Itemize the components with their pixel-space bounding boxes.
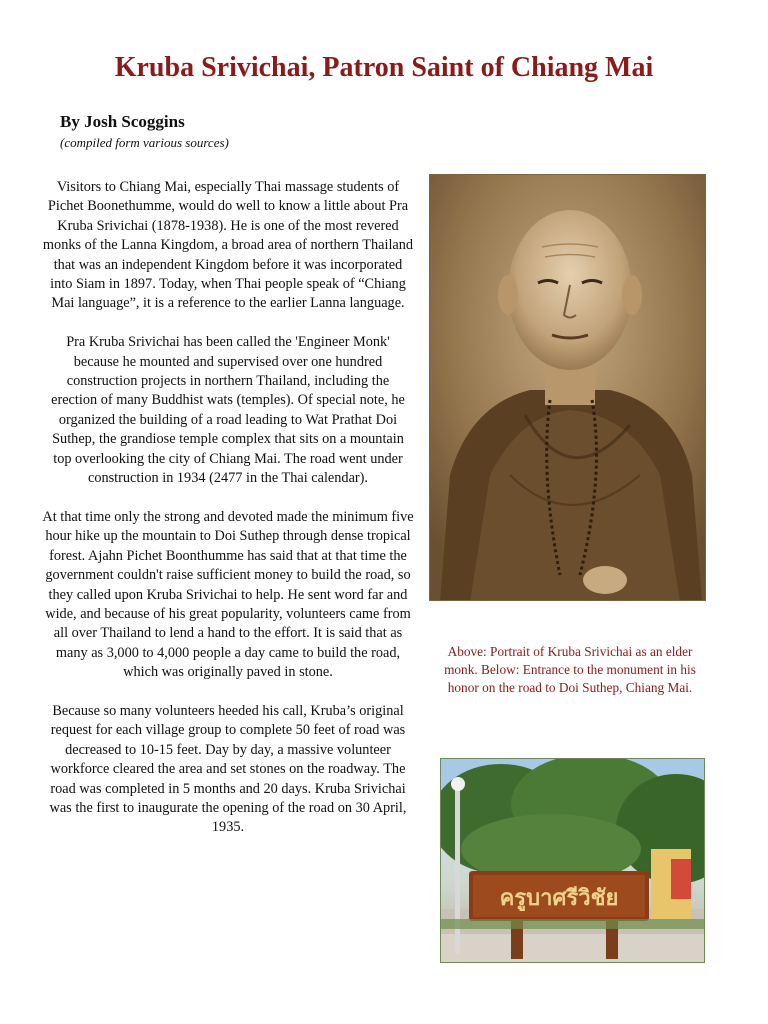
article-body [42,178,414,857]
compiled-note: (compiled form various sources) [60,135,229,150]
paragraph-engineer-monk: Pra Kruba Srivichai has been called the 'Engineer Monk' because he mounted and supervised over one hundred construction projects in northern Thailand, including the erection of many Buddhist wats (temples). Of special note, he organized the building of a road leading to Wat Prathat Doi Suthep, the grandiose temple complex that sits on a mountain top overlooking the city of Chiang Mai. The road went under construction in 1934 (2477 in the Thai calendar). [51,334,405,487]
monument-sign-text: ครูบาศรีวิชัย [499,886,619,911]
paragraph-intro: Visitors to Chiang Mai, especially Thai massage students of Pichet Boonethumme, would do well to know a little about Pra Kruba Srivichai (1878-1938). He is one of the most revered monks of the Lanna Kingdom, a broad area of northern Thailand that was an independent Kingdom before it was incorporated into Siam in 1897. Today, when Thai people speak of “Chiang Mai language”, it is a reference to the earlier Lanna language. [42,179,414,312]
monument-entrance-image [440,758,705,963]
byline: By Josh Scoggins [60,112,185,131]
paragraph-volunteers: Because so many volunteers heeded his call, Kruba’s original request for each village group to complete 50 feet of road was decreased to 10-15 feet. Day by day, a massive volunteer workforce cleared the area and set stones on the roadway. The road was completed in 5 months and 20 days. Kruba Srivichai was the first to inaugurate the opening of the road on 30 April, 1935. [49,702,407,836]
article-title: Kruba Srivichai, Patron Saint of Chiang Mai [114,52,654,83]
image-caption: Above: Portrait of Kruba Srivichai as an elder monk. Below: Entrance to the monument in his honor on the road to Doi Suthep, Chiang Mai. [444,644,696,695]
monk-portrait-image [429,174,706,601]
paragraph-hike: At that time only the strong and devoted made the minimum five hour hike up the mountain to Doi Suthep through dense tropical forest. Ajahn Pichet Boonthumme has said that at that time the government couldn't raise sufficient money to build the road, so they called upon Kruba Srivichai to help. He sent word far and wide, and because of his great popularity, volunteers came from all over Thailand to lend a hand to the effort. It is said that as many as 3,000 to 4,000 people a day came to build the road, which was originally paved in stone. [42,508,414,681]
